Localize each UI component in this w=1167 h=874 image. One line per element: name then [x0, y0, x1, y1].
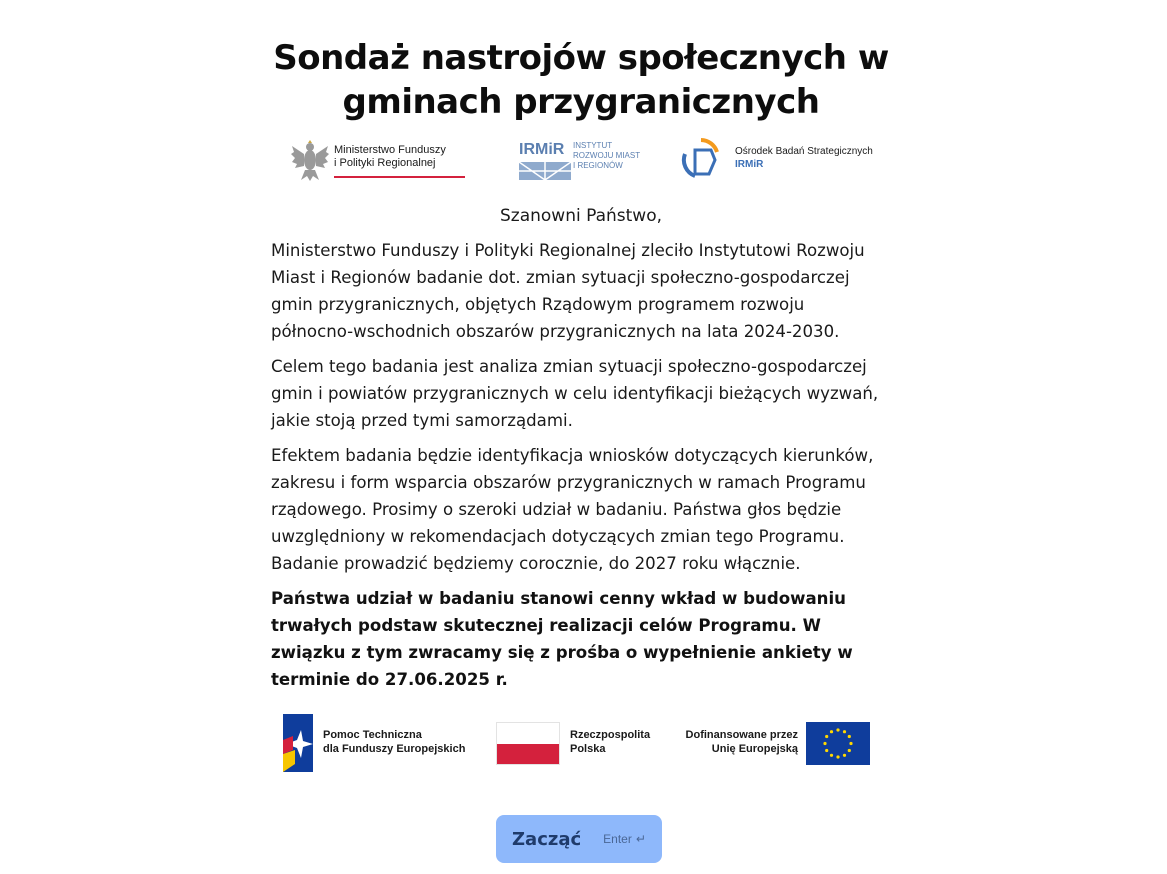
- polish-eagle-icon: [291, 138, 329, 182]
- enter-hint: Enter: [603, 832, 632, 846]
- welcome-screen: [271, 0, 891, 874]
- osrodek-logo: [681, 132, 887, 188]
- polish-flag-icon: [496, 722, 560, 765]
- irmir-grid-icon: [519, 162, 571, 180]
- pomoc-techniczna-logo: [283, 712, 483, 774]
- irmir-logo: [517, 132, 647, 188]
- enter-key-icon: ↵: [635, 832, 646, 846]
- irmir-logo-line3: I REGIONÓW: [573, 161, 623, 170]
- irmir-logo-line1: INSTYTUT: [573, 141, 613, 150]
- eu-funding-logo: [678, 712, 874, 774]
- intro-paragraph: Efektem badania będzie identyfikacja wniosków dotyczących kierunków, zakresu i form wsparcia obszarów przygranicznych w ramach Programu rządowego. Prosimy o szeroki udział w badaniu. Państwa głos będzie uwzględniony w rekomendacjach dotyczących zmian tego Programu. Badanie prowadzić będziemy corocznie, do 2027 roku włącznie.: [271, 446, 874, 573]
- osrodek-emblem-icon: [681, 136, 721, 184]
- pomoc-logo-line2: dla Funduszy Europejskich: [323, 743, 466, 755]
- osrodek-logo-line2: IRMiR: [735, 159, 764, 170]
- partner-logos-top: [289, 132, 887, 188]
- greeting: Szanowni Państwo,: [499, 206, 663, 226]
- ministry-logo-line2: i Polityki Regionalnej: [334, 157, 436, 169]
- start-button-label: Zacząć: [512, 828, 582, 850]
- rzeczpospolita-logo: [496, 712, 656, 774]
- deadline-paragraph: Państwa udział w badaniu stanowi cenny wkład w budowaniu trwałych podstaw skutecznej realizacji celów Programu. W związku z tym zwracamy się z prośba o wypełnienie ankiety w terminie do 27.06.2025 r.: [271, 589, 853, 689]
- irmir-logo-line2: ROZWOJU MIAST: [573, 151, 641, 160]
- intro-text: [271, 237, 891, 701]
- irmir-logo-abbr: IRMiR: [519, 141, 565, 158]
- funding-logos-bottom: [283, 712, 883, 774]
- ministry-logo-underline: [334, 176, 465, 178]
- rp-logo-line2: Polska: [570, 743, 606, 755]
- rp-logo-line1: Rzeczpospolita: [570, 729, 651, 741]
- start-button[interactable]: [496, 815, 662, 863]
- osrodek-logo-line1: Ośrodek Badań Strategicznych: [735, 146, 873, 157]
- fe-star-icon: [283, 714, 315, 772]
- intro-paragraph: Celem tego badania jest analiza zmian sytuacji społeczno-gospodarczej gmin i powiatów przygranicznych w celu identyfikacji bieżących wyzwań, jakie stoją przed tymi samorządami.: [271, 357, 879, 430]
- intro-paragraph: Ministerstwo Funduszy i Polityki Regionalnej zleciło Instytutowi Rozwoju Miast i Regionów badanie dot. zmian sytuacji społeczno-gospodarczej gmin przygranicznych, objętych Rządowym programem rozwoju północno-wschodnich obszarów przygranicznych na lata 2024-2030.: [271, 241, 865, 341]
- ministry-logo-line1: Ministerstwo Funduszy: [334, 144, 446, 156]
- eu-logo-line2: Unię Europejską: [711, 743, 798, 755]
- eu-flag-icon: [806, 722, 870, 765]
- survey-title: Sondaż nastrojów społecznych w gminach przygranicznych: [273, 38, 889, 122]
- eu-logo-line1: Dofinansowane przez: [685, 729, 798, 741]
- ministry-logo: [291, 132, 471, 188]
- pomoc-logo-line1: Pomoc Techniczna: [323, 729, 422, 741]
